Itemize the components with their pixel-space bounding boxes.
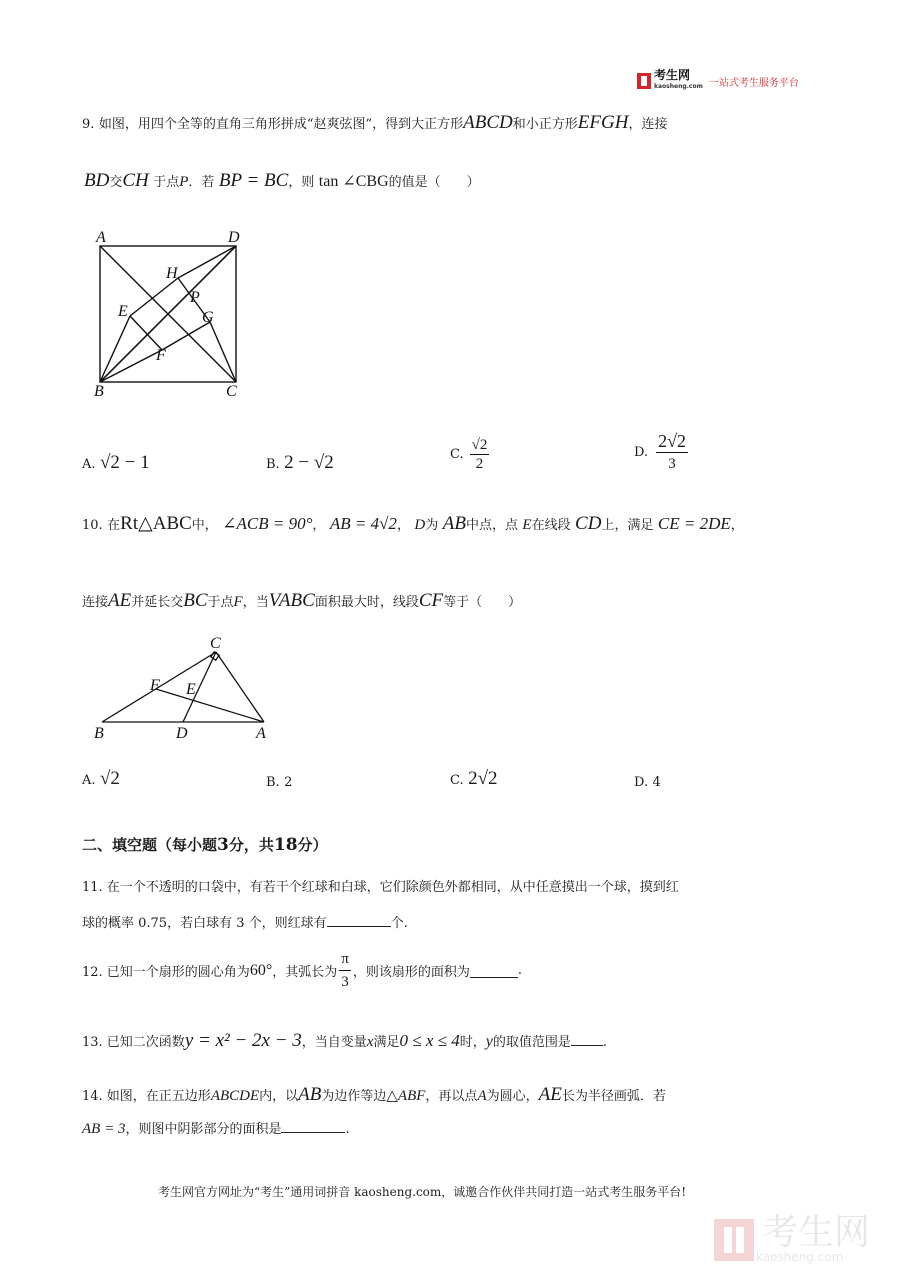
label-C: C	[226, 383, 237, 400]
label-H: H	[166, 265, 178, 282]
q13-blank[interactable]	[571, 1045, 603, 1046]
q10-line1: 10. 在Rt△ABC中， ∠ACB = 90°， AB = 4√2， D为 AB中点，点 E在线段 CD上，满足 CE = 2DE，	[82, 513, 744, 534]
label-E: E	[186, 681, 196, 698]
q9-option-b: B. 2 − √2	[266, 452, 334, 473]
q14-line2: AB = 3，则图中阴影部分的面积是 .	[82, 1121, 350, 1137]
q10-line2: 连接AE并延长交BC于点F，当VABC面积最大时，线段CF等于（ ）	[82, 590, 522, 611]
q11-line2: 球的概率 0.75，若白球有 3 个，则红球有 个.	[82, 916, 408, 931]
q12-blank[interactable]	[470, 963, 518, 978]
q10-option-c: C. 2√2	[450, 768, 498, 789]
label-F: F	[150, 677, 160, 694]
label-A: A	[96, 229, 106, 246]
q9-option-d: D. 2√2 3	[634, 431, 686, 472]
q9-option-a: A. √2 − 1	[82, 452, 150, 473]
q12-line: 12. 已知一个扇形的圆心角为 60° ，其弧长为 π 3 ，则该扇形的面积为 .	[82, 948, 522, 993]
footer-text: 考生网官方网址为“考生”通用词拼音 kaosheng.com，诚邀合作伙伴共同打造一站式考生服务平台!	[158, 1185, 687, 1199]
logo-slogan: 一站式考生服务平台	[708, 77, 799, 89]
label-B: B	[94, 725, 104, 742]
label-P: P	[190, 289, 200, 306]
line-ef	[130, 316, 162, 350]
label-A: A	[256, 725, 266, 742]
watermark-name: 考生网	[762, 1212, 871, 1253]
q10-option-a: A. √2	[82, 768, 120, 789]
section2-title: 二、填空题（每小题3分，共18分）	[82, 835, 328, 855]
label-G: G	[202, 309, 214, 326]
label-B: B	[94, 383, 104, 400]
q14-blank[interactable]	[281, 1132, 345, 1133]
label-D: D	[228, 229, 240, 246]
q10-option-d: D. 4	[634, 775, 661, 790]
label-F: F	[156, 347, 166, 364]
logo-domain: kaosheng.com	[654, 83, 703, 90]
label-E: E	[118, 303, 128, 320]
watermark-icon	[712, 1215, 756, 1263]
logo-name: 考生网 kaosheng.com	[654, 68, 703, 90]
q9-figure	[90, 226, 250, 402]
logo-icon	[637, 73, 651, 89]
q10-figure	[90, 632, 280, 744]
q9-option-c: C. √2 2	[450, 437, 488, 472]
q9-line1: 9. 如图，用四个全等的直角三角形拼成“赵爽弦图”，得到大正方形ABCD和小正方形EFGH，连接	[82, 112, 668, 133]
line-af	[156, 689, 264, 722]
q13-line: 13. 已知二次函数y = x² − 2x − 3，当自变量x满足0 ≤ x ≤ 4时，y的取值范围是 .	[82, 1030, 607, 1051]
line-fg	[162, 322, 210, 350]
line-ca	[216, 652, 264, 722]
q14-line1: 14. 如图，在正五边形ABCDE内，以AB为边作等边△ABF，再以点A为圆心，AE长为半径画弧．若	[82, 1084, 666, 1105]
label-C: C	[210, 635, 221, 652]
label-D: D	[176, 725, 188, 742]
header-logo	[637, 70, 807, 92]
watermark-logo	[712, 1212, 882, 1266]
watermark-domain: kaosheng.com	[756, 1250, 844, 1264]
q9-line2: BD交CH 于点P．若 BP = BC，则 tan ∠CBG的值是（ ）	[84, 170, 480, 191]
line-be	[100, 316, 130, 382]
q10-option-b: B. 2	[266, 775, 293, 790]
q11-line1: 11. 在一个不透明的口袋中，有若干个红球和白球，它们除颜色外都相同，从中任意摸出一个球，摸到红	[82, 880, 679, 895]
q11-blank[interactable]	[327, 926, 391, 927]
